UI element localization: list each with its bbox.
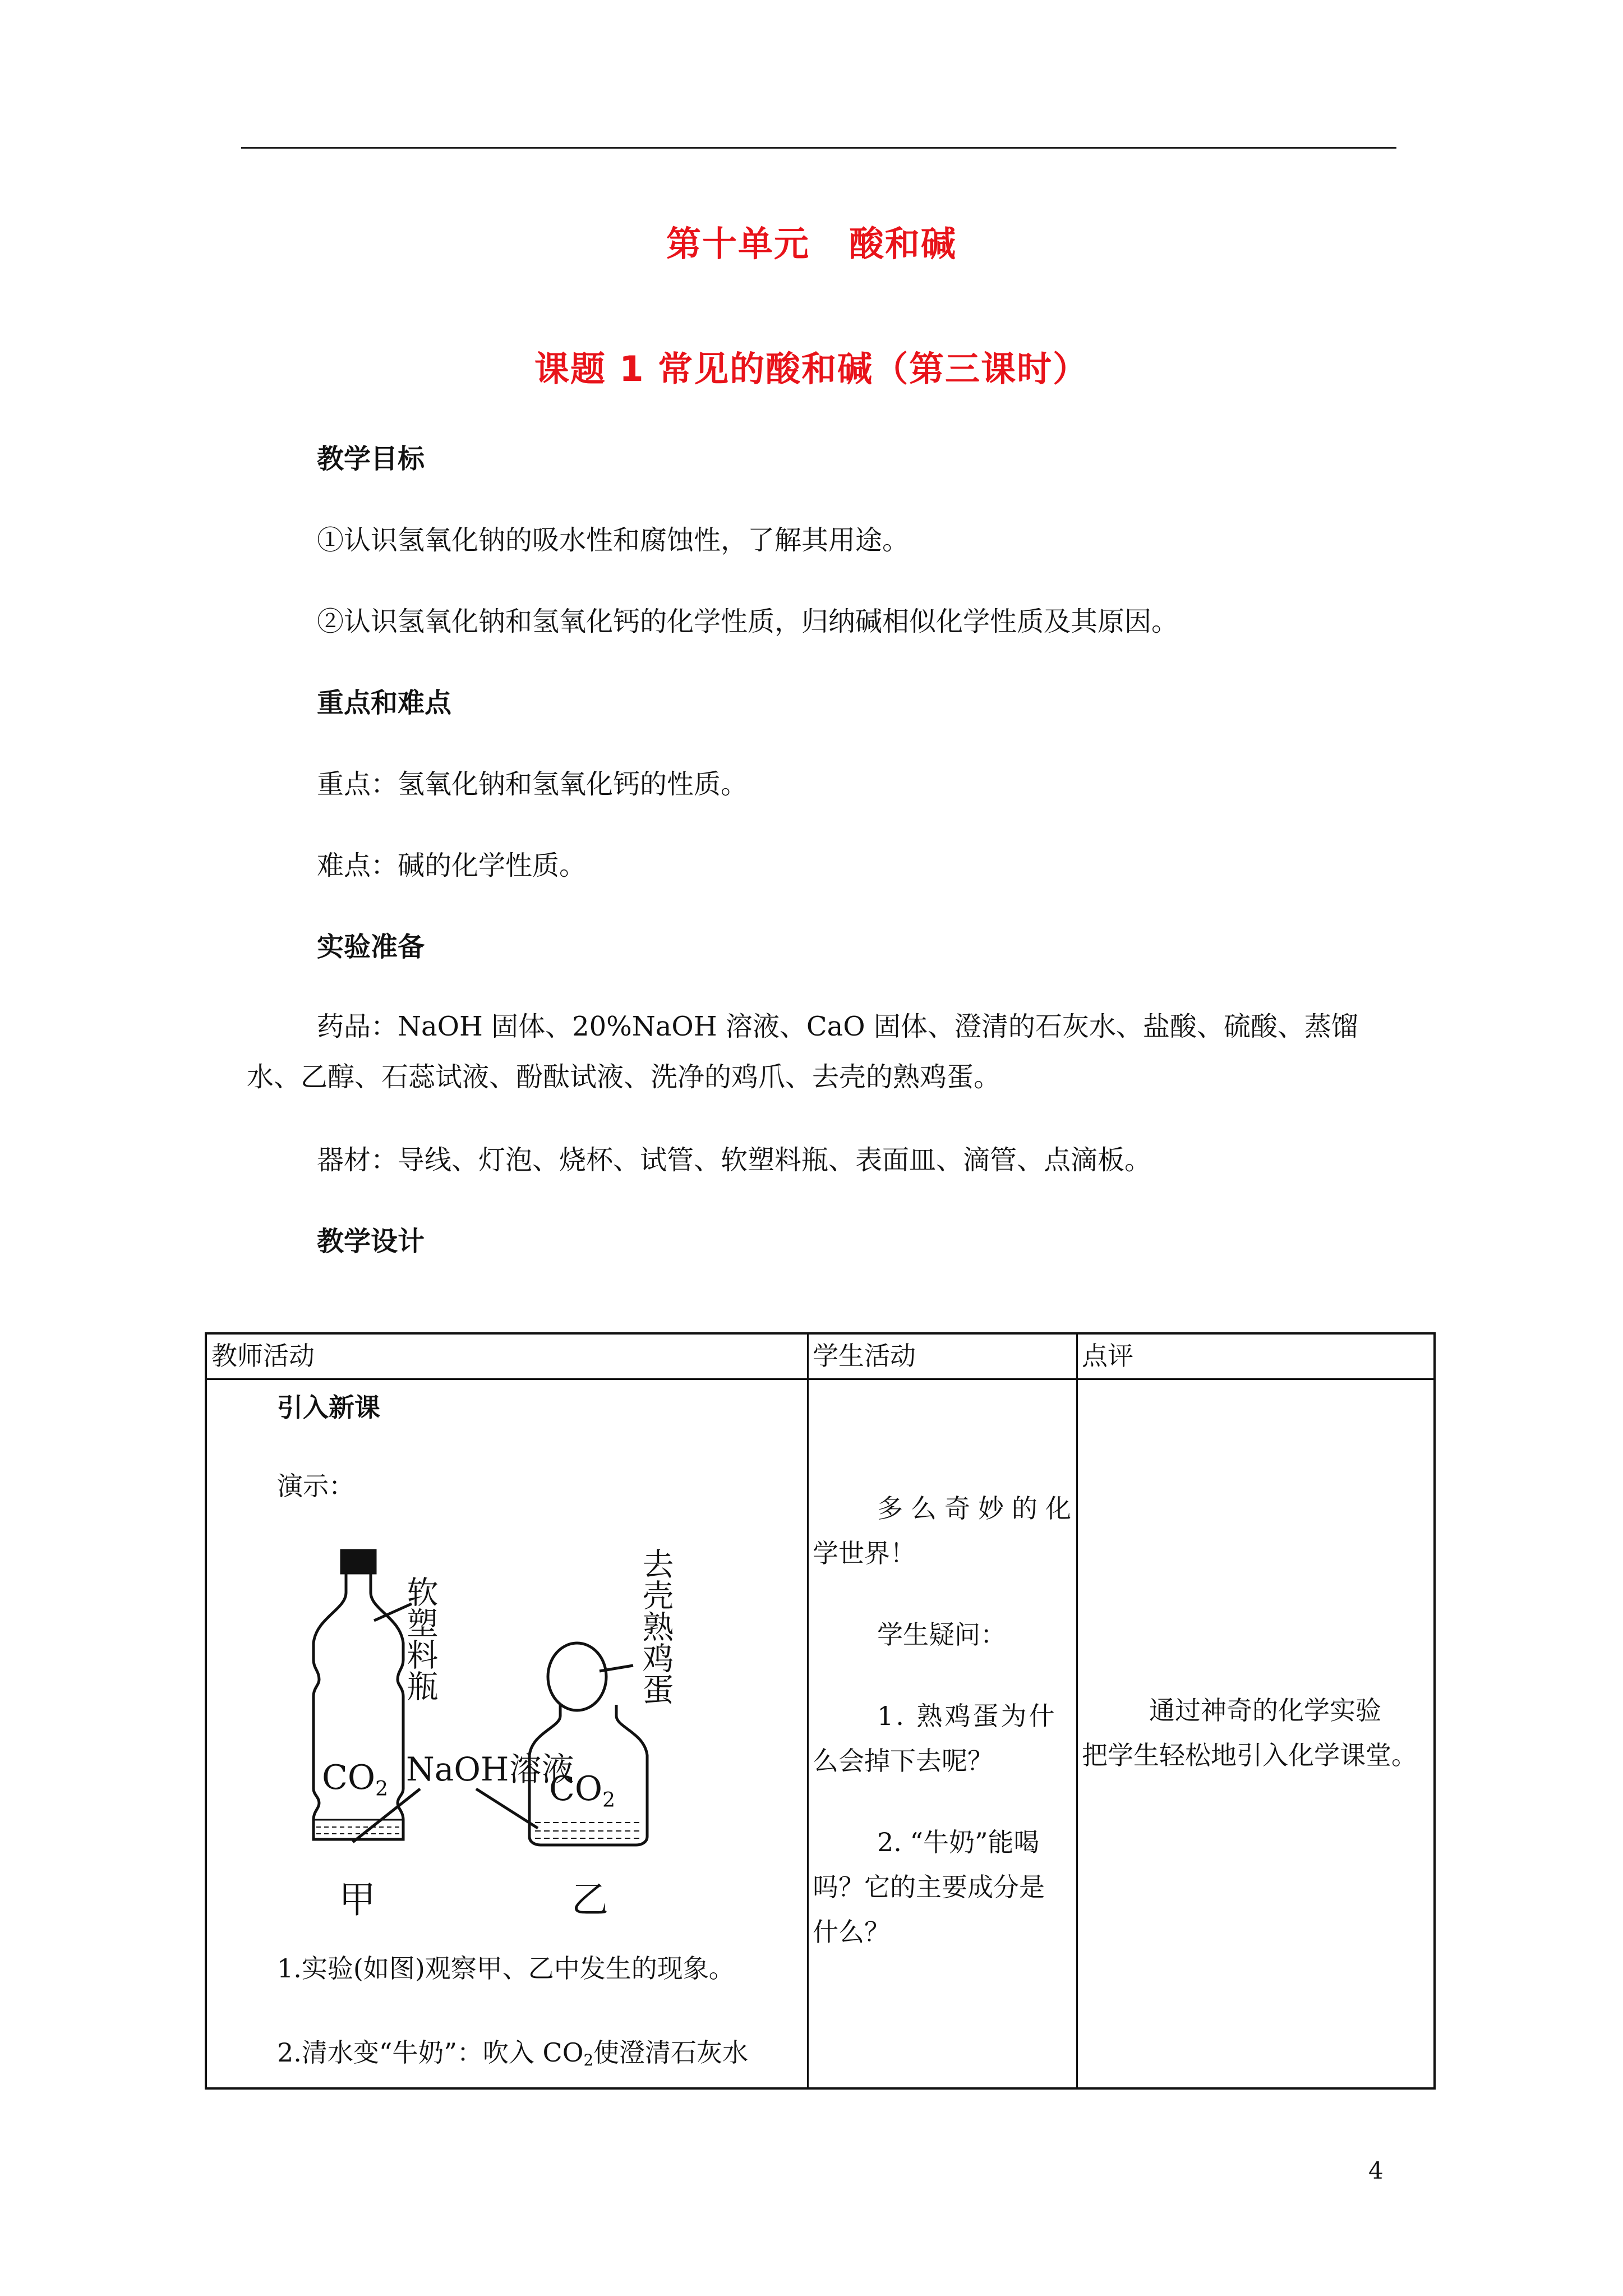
gas-label-left: $CO_2$ (322, 1758, 389, 1801)
design-heading: 教学设计 (317, 1226, 425, 1257)
comment-line-2: 把学生轻松地引入化学课堂。 (1082, 1740, 1417, 1770)
student-question-2a: 2. “牛奶”能喝 (877, 1827, 1040, 1857)
header-rule (241, 147, 1396, 149)
teacher-step-1: 1.实验(如图)观察甲、乙中发生的现象。 (277, 1953, 735, 1984)
column-header-student: 学生活动 (813, 1341, 916, 1371)
prep-heading: 实验准备 (317, 931, 425, 963)
boiled-egg-icon (548, 1643, 606, 1710)
bottle-cap-icon (342, 1550, 375, 1573)
caption-jia: 甲 (339, 1878, 376, 1921)
caption-yi: 乙 (571, 1878, 608, 1921)
objective-2: ②认识氢氧化钠和氢氧化钙的化学性质，归纳碱相似化学性质及其原因。 (317, 606, 1179, 637)
chemicals-list: 药品：NaOH 固体、20%NaOH 溶液、CaO 固体、澄清的石灰水、盐酸、硫酸、蒸馏水、乙醇、石蕊试液、酚酞试液、洗净的鸡爪、去壳的熟鸡蛋。 (247, 1011, 1358, 1093)
student-question-1b: 么会掉下去呢？ (813, 1746, 993, 1776)
student-question-heading: 学生疑问： (877, 1619, 1006, 1650)
student-question-1a: 1. 熟鸡蛋为什 (877, 1701, 1057, 1731)
student-question-2b: 吗？它的主要成分是 (813, 1872, 1045, 1902)
header-divider (207, 1378, 1433, 1380)
student-line-2: 学世界！ (813, 1538, 916, 1568)
comment-line-1: 通过神奇的化学实验 (1149, 1695, 1381, 1726)
key-points-heading: 重点和难点 (317, 687, 452, 719)
page-number: 4 (1368, 2157, 1384, 2184)
difficulty: 难点：碱的化学性质。 (317, 850, 587, 881)
objectives-heading: 教学目标 (317, 443, 425, 475)
teaching-design-table (205, 1332, 1436, 2090)
equipment-list: 器材：导线、灯泡、烧杯、试管、软塑料瓶、表面皿、滴管、点滴板。 (317, 1144, 1152, 1176)
bottle-label: 软塑料瓶 (402, 1576, 439, 1701)
teacher-step-2: 2.清水变“牛奶”：吹入 $CO_2$使澄清石灰水 (277, 2037, 749, 2069)
solution-label: NaOH溶液 (406, 1750, 574, 1788)
egg-label: 去壳熟鸡蛋 (637, 1548, 674, 1705)
experiment-figure (263, 1525, 801, 1929)
demo-label: 演示： (277, 1471, 354, 1501)
gas-label-right: $CO_2$ (549, 1769, 616, 1812)
key-point: 重点：氢氧化钠和氢氧化钙的性质。 (317, 769, 748, 800)
student-question-2c: 什么？ (813, 1917, 890, 1947)
column-header-teacher: 教师活动 (211, 1341, 315, 1371)
column-divider (1076, 1335, 1078, 2087)
lesson-title: 课题 1 常见的酸和碱（第三课时） (534, 348, 1089, 389)
intro-heading: 引入新课 (277, 1392, 380, 1423)
student-line-1: 多么奇妙的化 (877, 1493, 1079, 1524)
objective-1: ①认识氢氧化钠的吸水性和腐蚀性，了解其用途。 (317, 524, 910, 556)
column-header-comment: 点评 (1082, 1341, 1133, 1371)
column-divider (807, 1335, 809, 2087)
unit-title: 第十单元 酸和碱 (666, 223, 957, 264)
